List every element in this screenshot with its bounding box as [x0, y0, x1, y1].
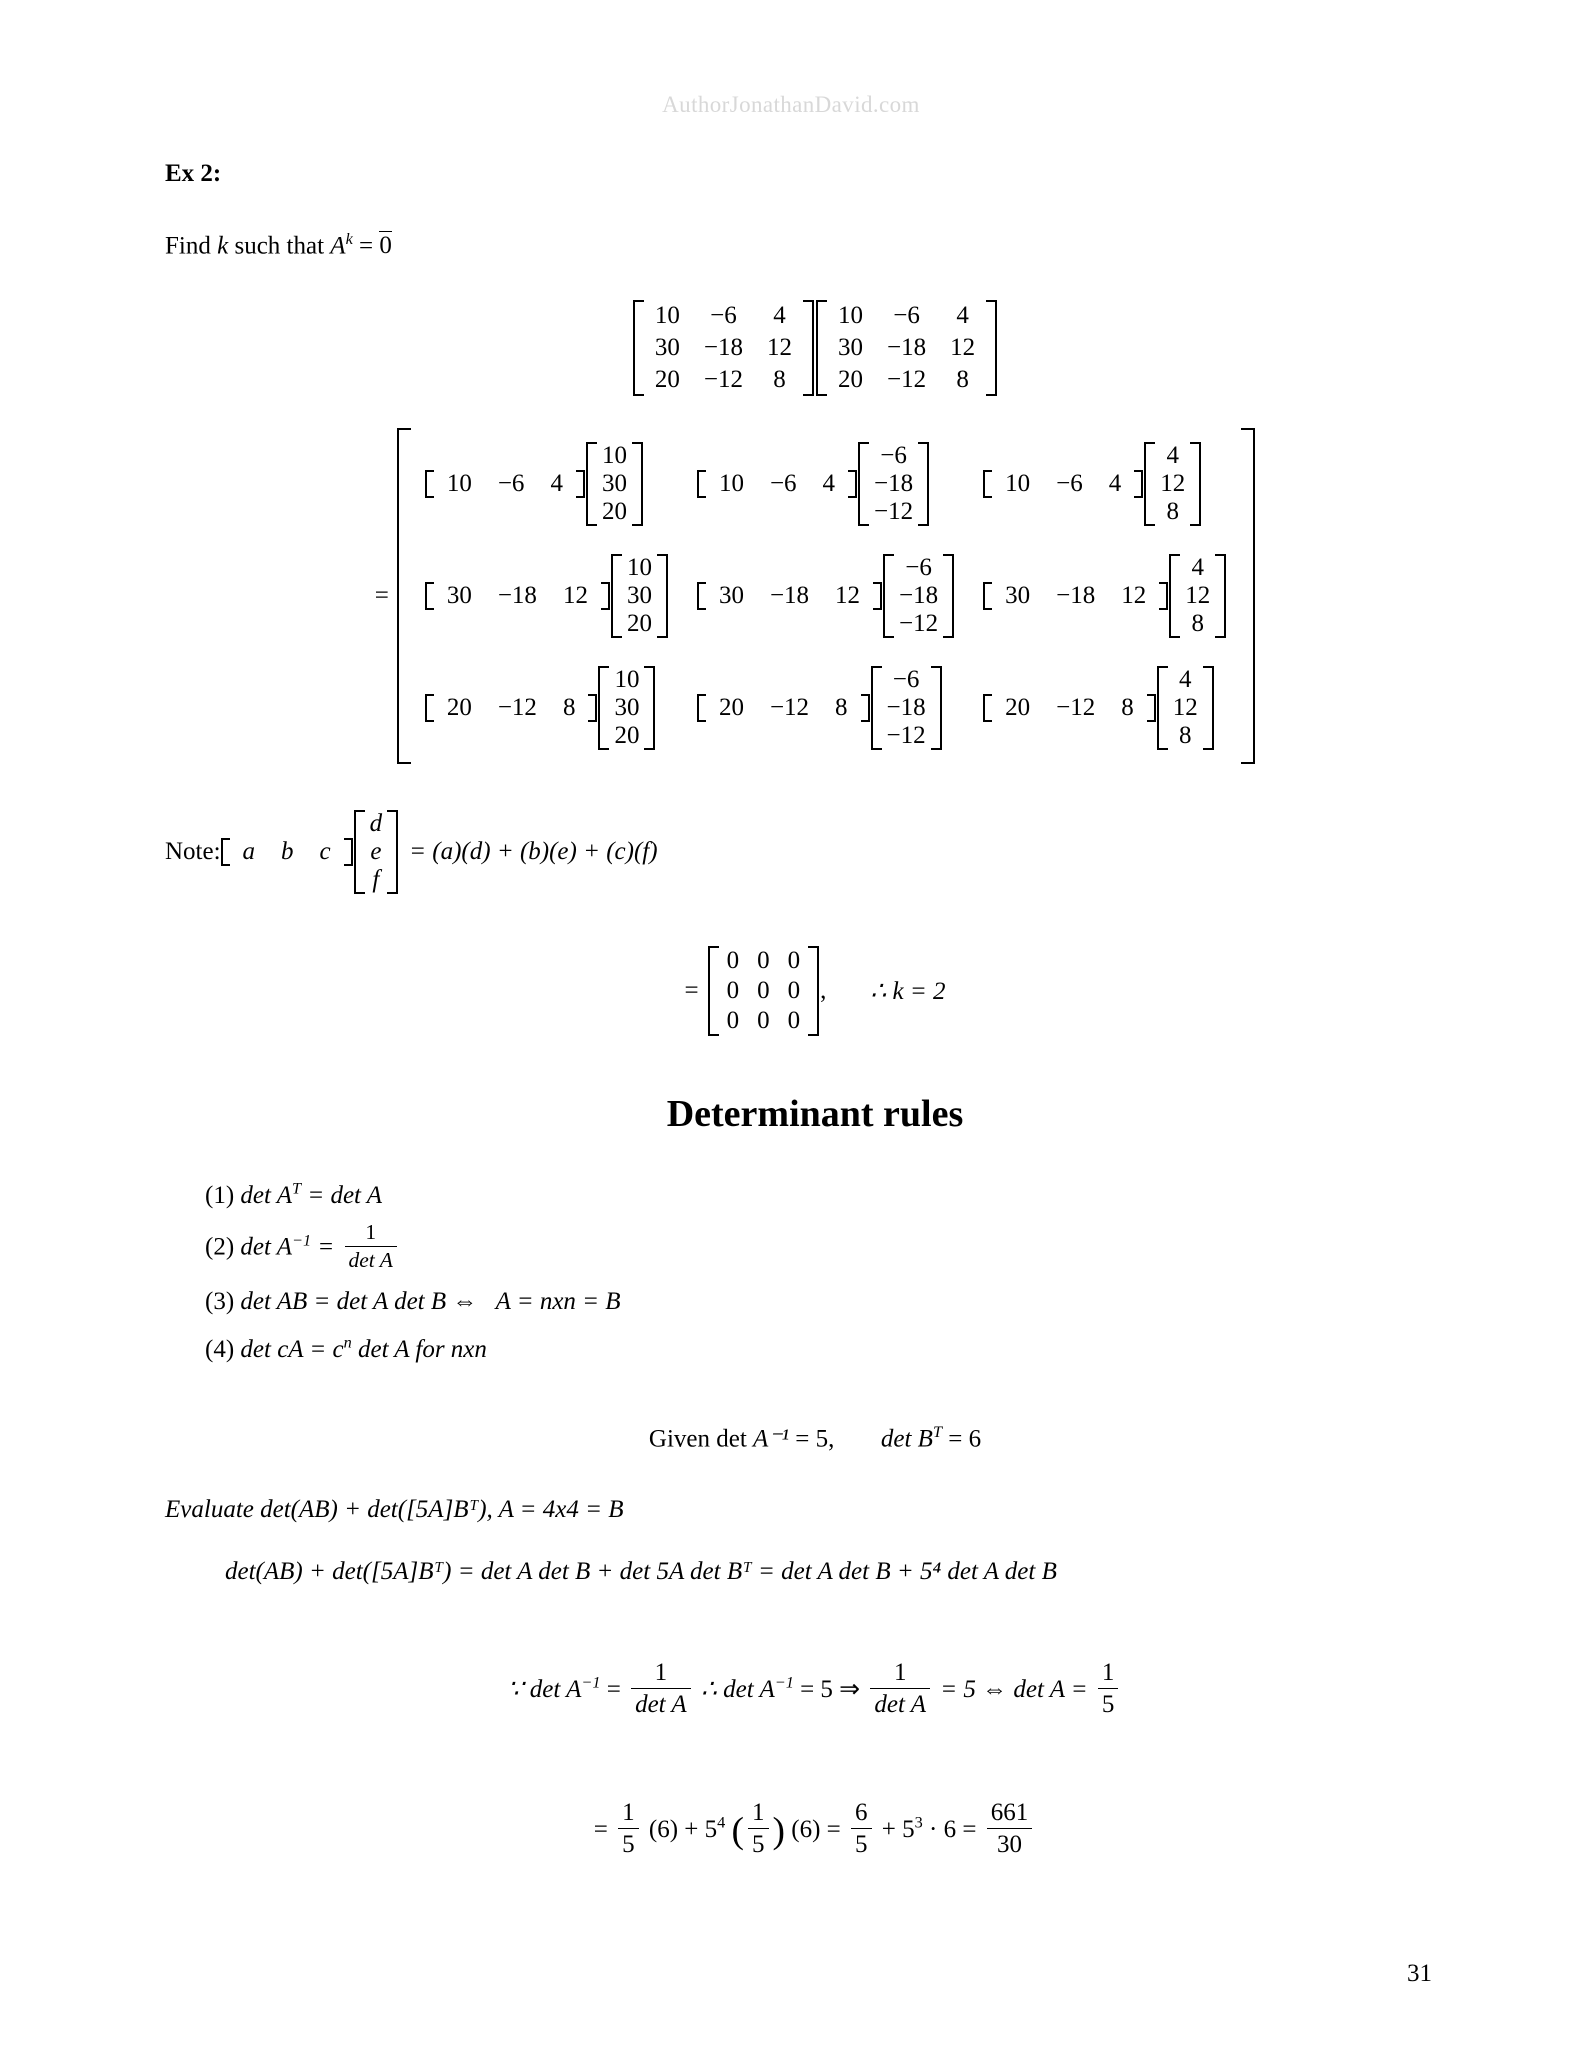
fraction-denominator: det A	[348, 1247, 393, 1272]
cv-entry: 4	[1179, 666, 1192, 694]
given-line	[165, 1423, 1465, 1453]
fraction	[851, 1798, 872, 1860]
rv-entry: b	[281, 838, 294, 866]
term-1: (6) + 5	[648, 1815, 718, 1843]
row-vector	[697, 694, 870, 722]
row-vector	[425, 470, 585, 498]
column-vector	[586, 442, 643, 526]
rv-entry: 8	[835, 694, 848, 722]
cell: 0	[787, 977, 801, 1005]
cell: 0	[726, 1007, 740, 1035]
rule-equation: det A for nxn	[357, 1335, 487, 1363]
cv-entry: 12	[1185, 582, 1211, 610]
row-vector	[983, 582, 1168, 610]
rv-entry: 4	[822, 470, 836, 498]
column-vector	[1169, 554, 1226, 638]
row-vector	[983, 470, 1143, 498]
result-row	[165, 946, 1465, 1036]
cell: 0	[726, 977, 740, 1005]
fraction	[631, 1658, 691, 1720]
column-vector	[1157, 666, 1214, 750]
row-vector	[983, 694, 1156, 722]
row-vector	[425, 694, 598, 722]
cell: 8	[773, 366, 786, 394]
cv-entry: 30	[614, 694, 640, 722]
cv-entry: −12	[899, 610, 939, 638]
exercise-title: Ex 2:	[165, 160, 222, 187]
given-a-inverse: A⁻¹	[753, 1425, 789, 1453]
note-label: Note:	[165, 838, 221, 866]
cell: −6	[893, 302, 920, 330]
cv-entry: −6	[905, 554, 932, 582]
matrix-a-second	[816, 300, 997, 396]
cv-entry: 10	[626, 554, 652, 582]
row-vector	[425, 582, 610, 610]
prompt-equals: =	[352, 232, 380, 260]
prompt-prefix: Find	[165, 232, 218, 260]
superscript: −1	[774, 1673, 794, 1692]
cv-entry: 30	[601, 470, 627, 498]
cell: −18	[887, 334, 927, 362]
rv-entry: 8	[1121, 694, 1134, 722]
cv-entry: −18	[886, 694, 926, 722]
cell: 0	[757, 947, 770, 975]
fraction-denominator: 5	[752, 1830, 765, 1858]
expansion-cell	[969, 540, 1241, 652]
rule-superscript: T	[292, 1180, 302, 1198]
fraction-numerator: 1	[345, 1220, 397, 1247]
cell: 0	[787, 947, 801, 975]
fraction-denominator: det A	[874, 1690, 926, 1718]
equals-5-implies: = 5 ⇒	[800, 1675, 861, 1703]
column-vector	[1144, 442, 1201, 526]
cv-entry: −12	[886, 722, 926, 750]
rv-entry: a	[242, 838, 256, 866]
fraction-denominator: 30	[996, 1830, 1022, 1858]
fraction	[987, 1798, 1033, 1860]
cv-entry: 8	[1191, 610, 1205, 638]
fraction	[870, 1658, 930, 1720]
cv-entry: −6	[892, 666, 920, 694]
cv-entry: 20	[626, 610, 652, 638]
cv-entry: 20	[601, 498, 627, 526]
cell: 20	[654, 366, 680, 394]
cell: 0	[757, 977, 770, 1005]
expansion-bracket	[397, 428, 1255, 764]
given-eq6: = 6	[948, 1425, 982, 1453]
column-vector	[598, 666, 655, 750]
page-content	[165, 160, 1465, 1862]
watermark: AuthorJonathanDavid.com	[662, 92, 920, 117]
exercise-prompt	[165, 230, 1465, 260]
superscript: −1	[581, 1673, 601, 1692]
rv-entry: 12	[835, 582, 861, 610]
prompt-mid: such that	[228, 232, 331, 260]
expansion-row	[165, 428, 1465, 764]
final-line: = $\frac{1}{5}$ $(6) + 5^4$ ( $\frac{1}{5}$ ) (6) = $\frac{6}{5}$ + $5^3 \cdot 6$ = $\frac{661}{30}$	[165, 1800, 1465, 1862]
section-heading: Determinant rules	[666, 1093, 964, 1136]
row-vector	[697, 470, 857, 498]
fraction-numerator: 661	[987, 1798, 1033, 1829]
long-equation-line: det(AB) + det([5A]Bᵀ) = det A det B + det 5A det Bᵀ = det A det B + 5⁴ det A det B	[225, 1557, 1057, 1585]
rv-entry: c	[319, 838, 331, 866]
rule-4	[205, 1328, 1465, 1372]
fraction	[1098, 1658, 1119, 1720]
cell: 30	[654, 334, 680, 362]
rv-entry: −12	[497, 694, 537, 722]
given-eq5: = 5,	[795, 1425, 835, 1453]
cell: −18	[703, 334, 743, 362]
rule-equation: = det A	[307, 1182, 383, 1210]
therefore-text: ∴ det A	[700, 1675, 775, 1703]
note-row-vector	[221, 838, 353, 866]
fraction	[618, 1798, 639, 1860]
given-bt-superscript: T	[932, 1423, 942, 1442]
rv-entry: 10	[1005, 470, 1031, 498]
rv-entry: 12	[1121, 582, 1147, 610]
zero-matrix	[708, 946, 820, 1036]
cv-entry: 10	[601, 442, 627, 470]
because-line	[165, 1660, 1465, 1722]
cv-entry: 30	[626, 582, 652, 610]
cv-entry: 10	[614, 666, 640, 694]
cell: 30	[838, 334, 863, 362]
given-label: Given det	[648, 1425, 747, 1453]
fraction-numerator: 1	[1098, 1658, 1119, 1689]
cv-entry: e	[370, 838, 382, 866]
rv-entry: −18	[1056, 582, 1096, 610]
page-number: 31	[1407, 1960, 1432, 1987]
rv-entry: −18	[497, 582, 537, 610]
rv-entry: 20	[1005, 694, 1031, 722]
rule-text: det A	[240, 1182, 293, 1210]
note-column-vector	[354, 810, 399, 894]
expansion-cell	[411, 428, 683, 540]
fraction-denominator: 5	[855, 1830, 868, 1858]
cv-entry: f	[372, 866, 380, 894]
fraction-numerator: 1	[631, 1658, 691, 1689]
rule-number: (3)	[205, 1287, 235, 1315]
prompt-exponent: k	[345, 230, 353, 248]
result-equals: =	[684, 977, 699, 1005]
cell: 0	[726, 947, 740, 975]
rv-entry: 30	[446, 582, 472, 610]
expansion-cell	[683, 540, 969, 652]
column-vector	[611, 554, 668, 638]
cell: 0	[757, 1007, 770, 1035]
cv-entry: 8	[1166, 498, 1180, 526]
rule-1	[205, 1174, 1465, 1218]
column-vector	[871, 666, 942, 750]
column-vector	[883, 554, 954, 638]
rv-entry: 12	[562, 582, 588, 610]
fraction-denominator: 5	[1101, 1690, 1115, 1718]
rule-superscript: n	[343, 1333, 352, 1352]
fraction-numerator: 1	[748, 1798, 769, 1829]
cell: −6	[710, 302, 737, 330]
rv-entry: 4	[550, 470, 563, 498]
cell: 4	[773, 302, 786, 330]
prompt-matrix-symbol: A	[330, 232, 346, 260]
cell: 10	[838, 302, 863, 330]
rv-entry: −6	[769, 470, 797, 498]
expansion-cell	[411, 540, 683, 652]
exponent: 3	[914, 1813, 923, 1832]
cv-entry: 12	[1160, 470, 1186, 498]
given-det-b: det B	[880, 1425, 933, 1453]
evaluate-line: Evaluate det(AB) + det([5A]Bᵀ), A = 4x4 = B	[165, 1495, 624, 1523]
cv-entry: −18	[899, 582, 939, 610]
rv-entry: 20	[446, 694, 472, 722]
rule-3	[205, 1280, 1465, 1324]
exponent: 4	[717, 1813, 726, 1832]
term-3: + 5	[881, 1815, 915, 1843]
rule-number: (1)	[205, 1182, 235, 1210]
cell: −12	[887, 366, 927, 394]
cv-entry: 4	[1191, 554, 1205, 582]
matrix-a-first	[633, 300, 814, 396]
cv-entry: −6	[880, 442, 907, 470]
rv-entry: 10	[446, 470, 472, 498]
cv-entry: 4	[1166, 442, 1180, 470]
rule-number: (2)	[205, 1233, 235, 1261]
rv-entry: 8	[562, 694, 576, 722]
fraction	[748, 1798, 769, 1860]
result-comma: ,	[820, 977, 827, 1005]
prompt-variable: k	[217, 232, 229, 260]
rv-entry: −12	[1056, 694, 1096, 722]
rv-entry: −6	[497, 470, 525, 498]
rv-entry: 10	[718, 470, 744, 498]
equals: =	[593, 1815, 608, 1843]
fraction-numerator: 6	[851, 1798, 872, 1829]
term-4: · 6 =	[929, 1815, 977, 1843]
fraction	[345, 1220, 397, 1274]
rule-equals: =	[317, 1233, 335, 1261]
expansion-cell	[411, 652, 683, 764]
rv-entry: 4	[1108, 470, 1122, 498]
cell: 12	[767, 334, 792, 362]
cell: 12	[950, 334, 976, 362]
expansion-cell	[969, 652, 1241, 764]
note-result: = (a)(d) + (b)(e) + (c)(f)	[409, 838, 658, 866]
rv-entry: 20	[718, 694, 744, 722]
rule-text: det AB = det A det B ⇔	[240, 1287, 478, 1315]
note-line	[165, 810, 1465, 894]
cell: 20	[838, 366, 863, 394]
rv-entry: −12	[769, 694, 810, 722]
cv-entry: 8	[1179, 722, 1192, 750]
cv-entry: −12	[874, 498, 914, 526]
cv-entry: −18	[874, 470, 914, 498]
cell: −12	[703, 366, 743, 394]
fraction-numerator: 1	[870, 1658, 930, 1689]
fraction-denominator: 5	[622, 1830, 635, 1858]
fraction-denominator: det A	[635, 1690, 687, 1718]
cv-entry: 20	[614, 722, 640, 750]
rule-extra: A = nxn = B	[495, 1287, 621, 1315]
cell: 10	[654, 302, 680, 330]
cell: 4	[956, 302, 969, 330]
rule-text: det A	[240, 1233, 293, 1261]
row-vector	[697, 582, 882, 610]
expansion-cell	[683, 652, 969, 764]
expansion-cell	[969, 428, 1241, 540]
rule-2	[205, 1222, 1465, 1276]
expansion-equals: =	[374, 582, 389, 610]
rule-number: (4)	[205, 1335, 235, 1363]
term-2: (6) =	[791, 1815, 841, 1843]
rv-entry: 30	[718, 582, 744, 610]
cv-entry: d	[369, 810, 383, 838]
equals-det-a: = 5 ⇔ det A =	[940, 1675, 1088, 1703]
because-text: ∵ det A	[507, 1675, 582, 1703]
rule-text: det cA = c	[240, 1335, 344, 1363]
expansion-cell	[683, 428, 969, 540]
equals: =	[606, 1675, 621, 1703]
cv-entry: 12	[1172, 694, 1198, 722]
determinant-rules-list	[205, 1174, 1465, 1371]
rv-entry: −18	[769, 582, 810, 610]
rule-superscript: −1	[292, 1231, 312, 1250]
fraction-numerator: 1	[618, 1798, 639, 1829]
column-vector	[858, 442, 929, 526]
rv-entry: −6	[1056, 470, 1083, 498]
cell: 0	[787, 1007, 801, 1035]
cell: 8	[956, 366, 969, 394]
result-conclusion: ∴ k = 2	[870, 978, 946, 1006]
prompt-zero-vector: 0	[379, 232, 392, 260]
rv-entry: 30	[1005, 582, 1031, 610]
matrix-product-row	[165, 300, 1465, 396]
